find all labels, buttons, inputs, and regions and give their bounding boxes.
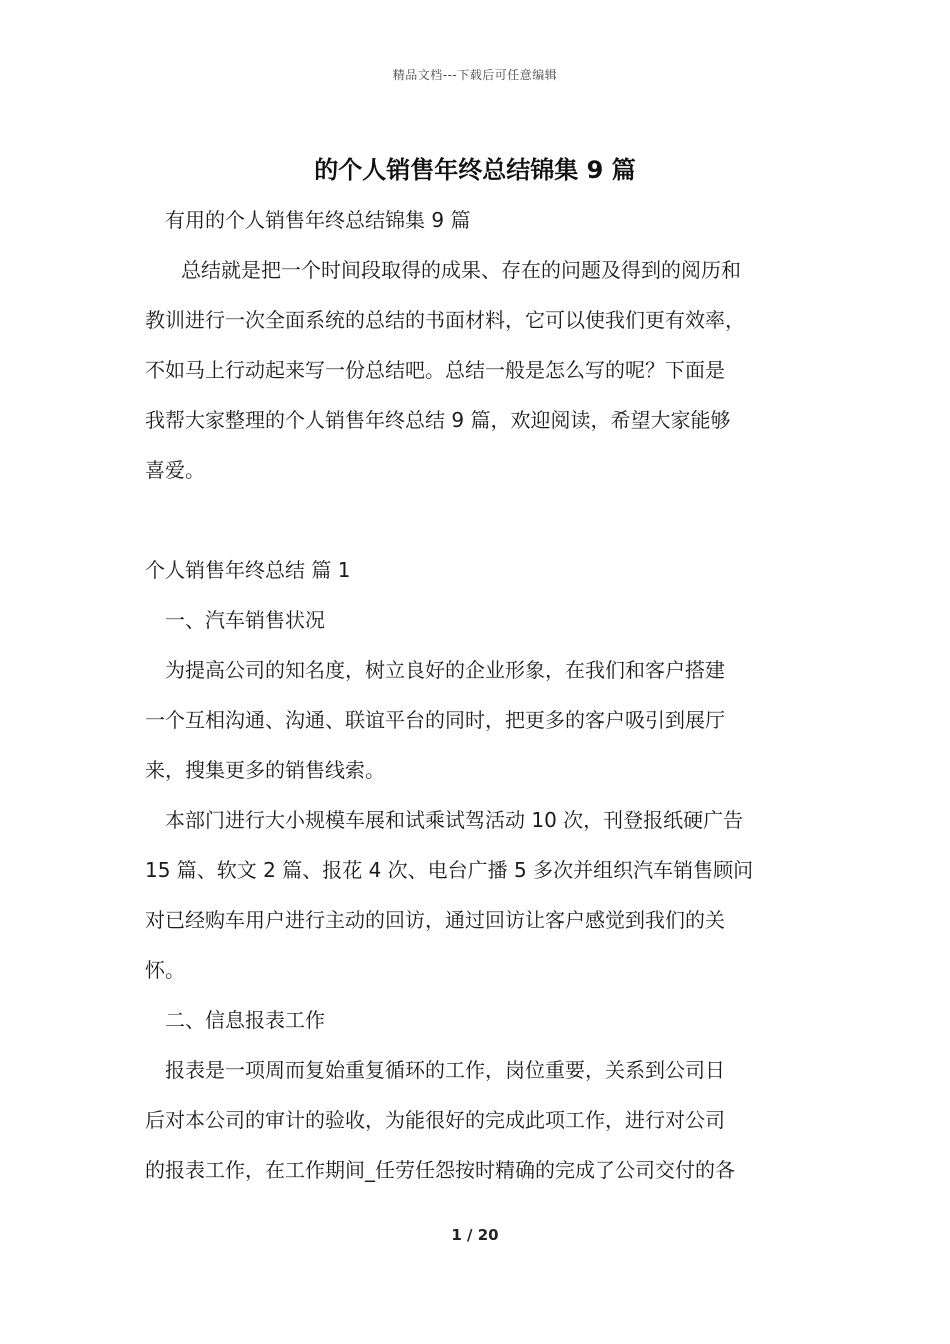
paragraph-line: 来，搜集更多的销售线索。: [145, 758, 385, 782]
section-heading: 个人销售年终总结 篇 1: [145, 558, 351, 582]
paragraph-line: 15 篇、软文 2 篇、报花 4 次、电台广播 5 多次并组织汽车销售顾问: [145, 858, 754, 882]
paragraph-line: 后对本公司的审计的验收，为能很好的完成此项工作，进行对公司: [145, 1108, 725, 1132]
paragraph-line: 报表是一项周而复始重复循环的工作，岗位重要，关系到公司日: [165, 1058, 725, 1082]
paragraph-line: 怀。: [145, 958, 185, 982]
paragraph-line: 的报表工作，在工作期间_任劳任怨按时精确的完成了公司交付的各: [145, 1158, 735, 1182]
paragraph-line: 对已经购车用户进行主动的回访，通过回访让客户感觉到我们的关: [145, 908, 725, 932]
paragraph-line: 不如马上行动起来写一份总结吧。总结一般是怎么写的呢？下面是: [145, 358, 725, 382]
paragraph-line: 为提高公司的知名度，树立良好的企业形象，在我们和客户搭建: [165, 658, 725, 682]
page-number: 1 / 20: [451, 1226, 499, 1244]
document-title: 的个人销售年终总结锦集 9 篇: [314, 156, 636, 184]
paragraph-line: 教训进行一次全面系统的总结的书面材料，它可以使我们更有效率，: [145, 308, 745, 332]
paragraph-line: 本部门进行大小规模车展和试乘试驾活动 10 次，刊登报纸硬广告: [165, 808, 744, 832]
header-note: 精品文档---下载后可任意编辑: [392, 68, 558, 82]
paragraph-line: 一个互相沟通、沟通、联谊平台的同时，把更多的客户吸引到展厅: [145, 708, 725, 732]
paragraph-line: 我帮大家整理的个人销售年终总结 9 篇，欢迎阅读，希望大家能够: [145, 408, 731, 432]
subsection-heading: 一、汽车销售状况: [165, 608, 325, 632]
paragraph-line: 喜爱。: [145, 458, 205, 482]
paragraph-line: 总结就是把一个时间段取得的成果、存在的问题及得到的阅历和: [181, 258, 741, 282]
subsection-heading: 二、信息报表工作: [165, 1008, 325, 1032]
subtitle-line: 有用的个人销售年终总结锦集 9 篇: [165, 208, 471, 232]
